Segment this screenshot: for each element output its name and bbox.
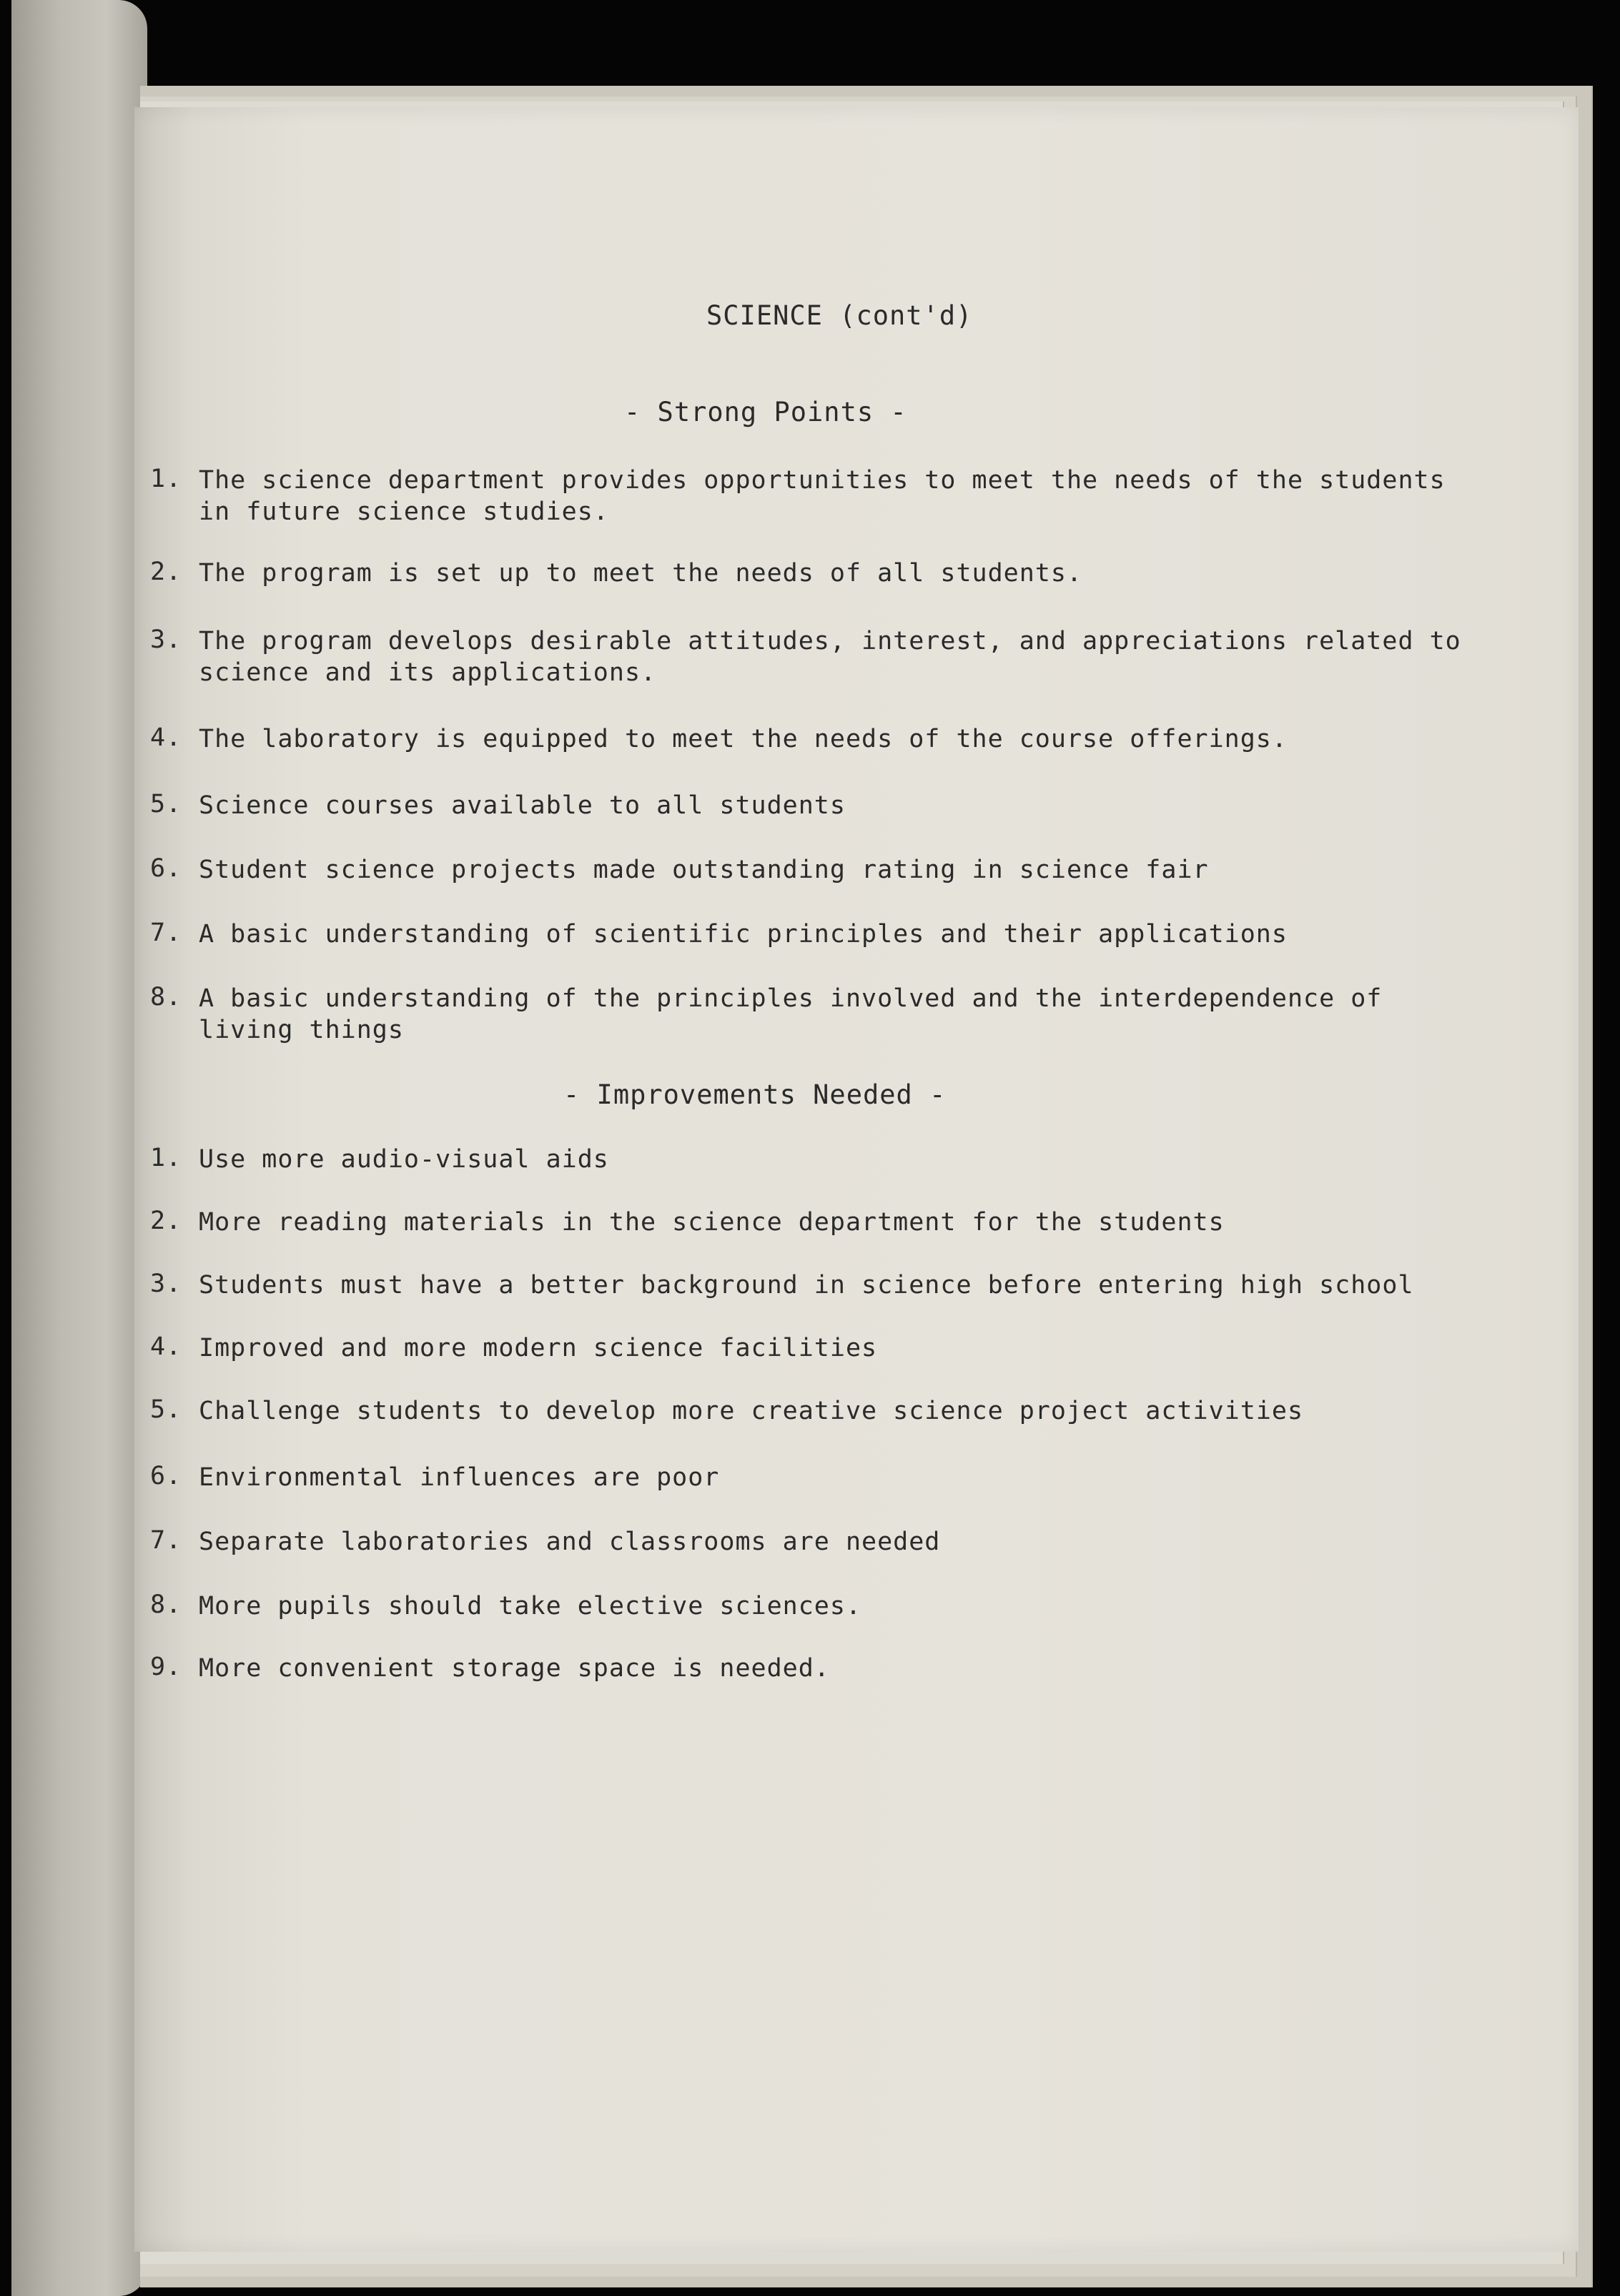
item-text: The science department provides opportunities to meet the needs of the students in future science studies. [199, 466, 1446, 526]
item-text: A basic understanding of the principles involved and the interdependence of living things [199, 984, 1383, 1044]
item-number: 7. [150, 1526, 182, 1555]
document-body [134, 107, 1579, 2252]
item-text: More convenient storage space is needed. [199, 1654, 830, 1683]
item-text: The program develops desirable attitudes, interest, and appreciations related to science and its applications. [199, 627, 1461, 687]
item-number: 9. [150, 1653, 182, 1681]
item-number: 6. [150, 854, 182, 883]
strong-points-heading: - Strong Points - [624, 397, 907, 427]
item-text: More pupils should take elective sciences. [199, 1592, 862, 1620]
improvements-heading: - Improvements Needed - [563, 1079, 947, 1110]
item-text: Student science projects made outstanding rating in science fair [199, 856, 1209, 884]
item-number: 7. [150, 919, 182, 947]
item-text: A basic understanding of scientific principles and their applications [199, 920, 1288, 949]
item-text: Environmental influences are poor [199, 1463, 720, 1492]
item-number: 1. [150, 1144, 182, 1172]
previous-page-edge [11, 0, 147, 2296]
item-text: More reading materials in the science department for the students [199, 1208, 1225, 1237]
item-number: 8. [150, 1590, 182, 1619]
item-number: 5. [150, 790, 182, 818]
item-number: 6. [150, 1462, 182, 1490]
item-number: 1. [150, 465, 182, 493]
item-text: Separate laboratories and classrooms are needed [199, 1528, 941, 1556]
item-text: Improved and more modern science facilities [199, 1334, 878, 1362]
item-number: 4. [150, 1332, 182, 1361]
item-text: The laboratory is equipped to meet the needs of the course offerings. [199, 725, 1288, 753]
item-number: 2. [150, 558, 182, 586]
item-number: 8. [150, 983, 182, 1011]
item-text: Use more audio-visual aids [199, 1145, 609, 1174]
document-page [134, 107, 1579, 2252]
page-title: SCIENCE (cont'd) [706, 300, 973, 331]
item-text: The program is set up to meet the needs of all students. [199, 559, 1083, 588]
item-text: Challenge students to develop more creative science project activities [199, 1397, 1304, 1425]
item-number: 3. [150, 625, 182, 654]
item-number: 2. [150, 1207, 182, 1235]
item-text: Science courses available to all students [199, 791, 846, 820]
item-number: 5. [150, 1395, 182, 1424]
item-text: Students must have a better background in science before entering high school [199, 1271, 1414, 1300]
item-number: 3. [150, 1270, 182, 1298]
item-number: 4. [150, 723, 182, 752]
